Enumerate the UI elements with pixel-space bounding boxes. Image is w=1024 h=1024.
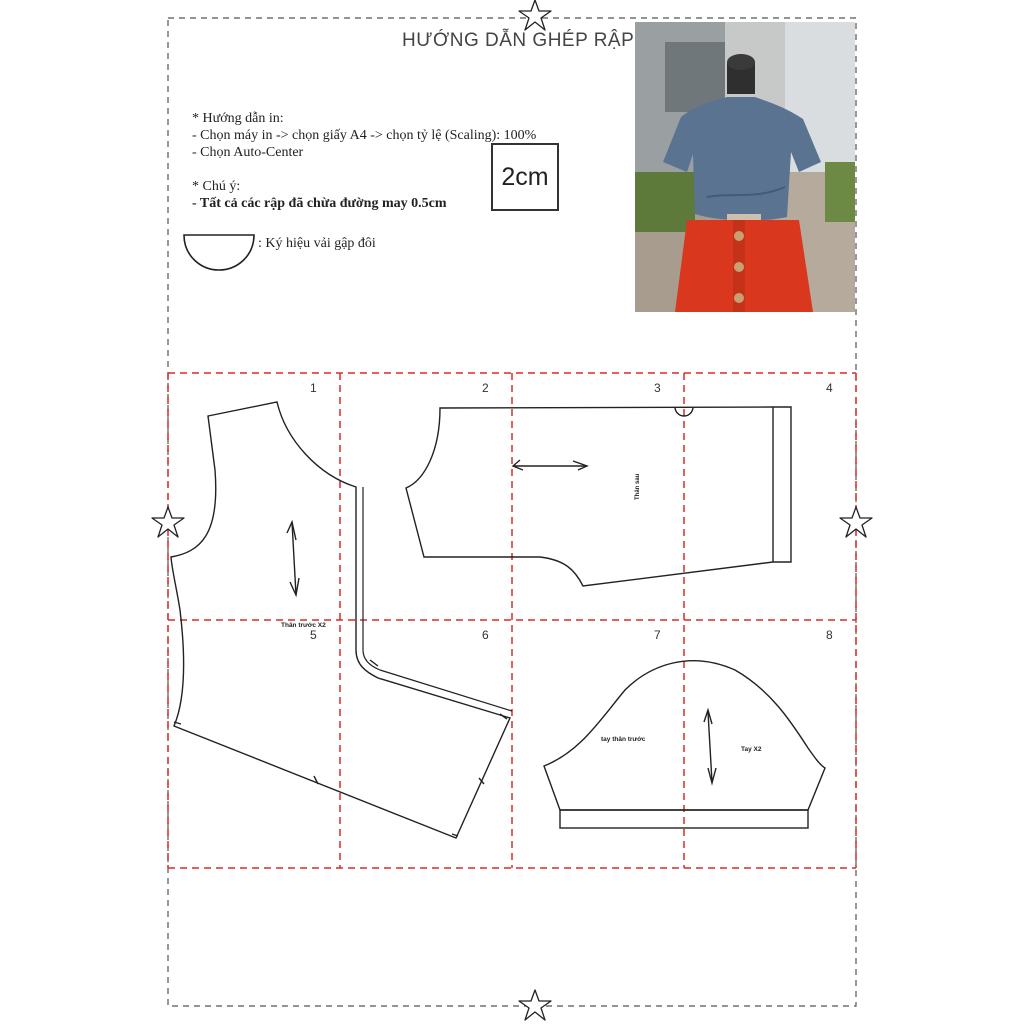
page-title: HƯỚNG DẪN GHÉP RẬP <box>402 30 635 51</box>
print-instructions <box>192 110 536 212</box>
print-step-2: - Chọn Auto-Center <box>192 145 304 160</box>
sleeve-front-label: tay thân trước <box>601 736 646 743</box>
product-photo <box>635 22 855 312</box>
tile-grid <box>168 373 856 868</box>
fold-legend-label: : Ký hiệu vải gập đôi <box>258 236 376 251</box>
tile-number-5: 5 <box>310 628 317 642</box>
star-bottom-icon <box>519 990 551 1020</box>
scale-reference-box <box>491 143 559 211</box>
tile-number-1: 1 <box>310 381 317 395</box>
note-heading: * Chú ý: <box>192 179 241 194</box>
back-bodice-piece <box>406 407 791 586</box>
note-text: - Tất cả các rập đã chừa đường may 0.5cm <box>192 196 447 211</box>
back-bodice-label: Thân sau <box>635 473 641 500</box>
star-top-icon <box>519 0 551 30</box>
tile-number-2: 2 <box>482 381 489 395</box>
tile-number-7: 7 <box>654 628 661 642</box>
tile-number-6: 6 <box>482 628 489 642</box>
tile-number-8: 8 <box>826 628 833 642</box>
fold-symbol-icon <box>184 235 254 270</box>
print-heading: * Hướng dẫn in: <box>192 111 284 126</box>
print-step-1: - Chọn máy in -> chọn giấy A4 -> chọn tỷ lệ (Scaling): 100% <box>192 128 537 143</box>
sleeve-label: Tay X2 <box>741 746 762 753</box>
front-bodice-label: Thân trước X2 <box>281 622 326 629</box>
tile-number-4: 4 <box>826 381 833 395</box>
mannequin-crop-top-photo-icon <box>635 22 855 312</box>
tile-number-3: 3 <box>654 381 661 395</box>
scale-reference-label: 2cm <box>501 162 549 191</box>
